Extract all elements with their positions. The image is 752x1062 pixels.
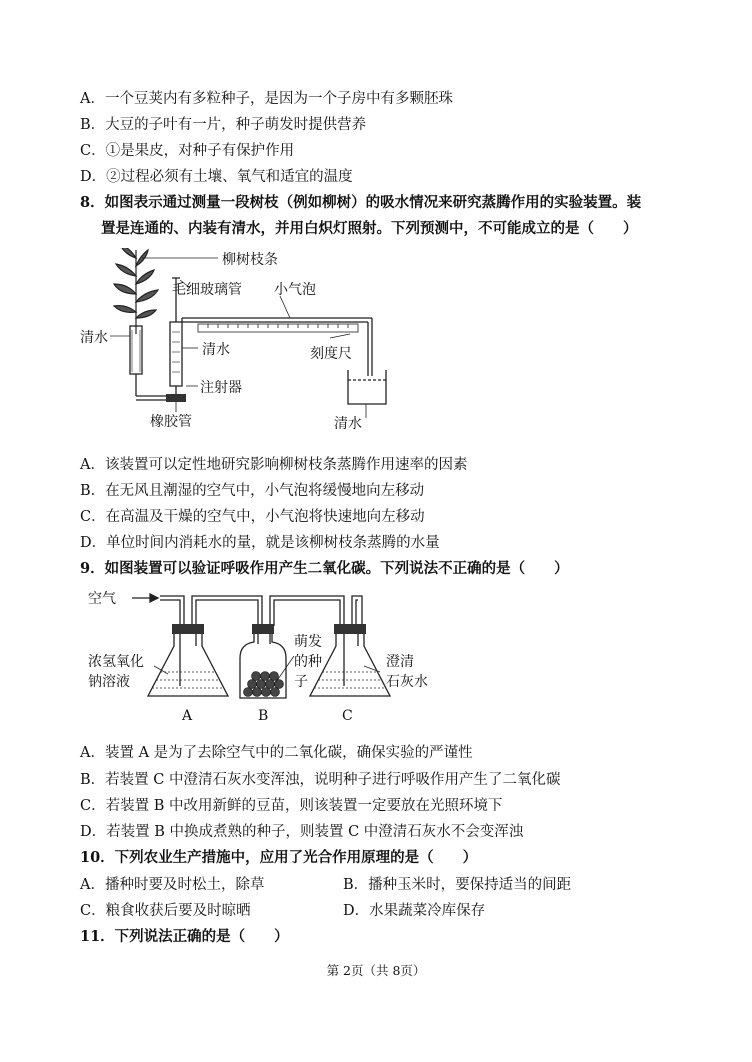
- label-lime-line1: 澄清: [386, 654, 414, 670]
- flask-c-drawing: [310, 632, 390, 696]
- label-device-b: B: [258, 708, 269, 724]
- q8-transpiration-apparatus: [80, 248, 400, 440]
- label-water-beaker: 清水: [334, 416, 362, 432]
- q10-option-d: D．水果蔬菜冷库保存: [343, 903, 486, 919]
- q10-stem: 10．下列农业生产措施中，应用了光合作用原理的是（ ）: [80, 849, 478, 866]
- beaker-drawing: [348, 370, 386, 404]
- q8-stem-line1: 8．如图表示通过测量一段树枝（例如柳树）的吸水情况来研究蒸腾作用的实验装置。装: [80, 194, 642, 211]
- q9-option-d: D．若装置 B 中换成煮熟的种子，则装置 C 中澄清石灰水不会变浑浊: [80, 824, 524, 840]
- q8-option-d: D．单位时间内消耗水的量，就是该柳树枝条蒸腾的水量: [80, 535, 440, 551]
- q8-stem-line2: 置是连通的、内装有清水，并用白炽灯照射。下列预测中，不可能成立的是（ ）: [101, 220, 638, 237]
- q7-option-d: D．②过程必须有土壤、氧气和适宜的温度: [80, 169, 353, 185]
- q7-option-b: B．大豆的子叶有一片，种子萌发时提供营养: [80, 117, 367, 133]
- label-seeds-1: 萌发: [294, 634, 322, 650]
- branch-tube: [130, 326, 170, 400]
- page-footer: 第 2页（共 8页）: [326, 963, 426, 978]
- q7-option-a: A．一个豆荚内有多粒种子，是因为一个子房中有多颗胚珠: [80, 91, 453, 107]
- q11-stem: 11．下列说法正确的是（ ）: [80, 928, 289, 945]
- willow-branch-drawing: [114, 248, 158, 334]
- label-water-mid: 清水: [202, 342, 230, 358]
- label-ruler: 刻度尺: [310, 346, 352, 362]
- flask-a-drawing: [148, 632, 228, 696]
- q10-option-c: C．粮食收获后要及时晾晒: [80, 903, 251, 919]
- q8-option-b: B．在无风且潮湿的空气中，小气泡将缓慢地向左移动: [80, 483, 425, 499]
- label-seeds-3: 子: [294, 674, 308, 690]
- label-device-a: A: [182, 708, 193, 724]
- label-water-left: 清水: [80, 330, 108, 346]
- label-device-c: C: [342, 708, 353, 724]
- label-capillary-tube: 毛细玻璃管: [172, 282, 242, 298]
- label-naoh-line1: 浓氢氧化: [88, 654, 144, 670]
- label-air: 空气: [88, 591, 116, 607]
- rubber-tube-drawing: [166, 394, 186, 402]
- q8-option-a: A．该装置可以定性地研究影响柳树枝条蒸腾作用速率的因素: [80, 457, 468, 473]
- q10-option-a: A．播种时要及时松土，除草: [80, 877, 265, 893]
- q8-option-c: C．在高温及干燥的空气中，小气泡将快速地向左移动: [80, 509, 425, 525]
- label-syringe: 注射器: [200, 380, 242, 396]
- ruler-drawing: [198, 324, 358, 332]
- q10-option-b: B．播种玉米时，要保持适当的间距: [343, 877, 572, 893]
- q9-option-c: C．若装置 B 中改用新鲜的豆苗，则该装置一定要放在光照环境下: [80, 798, 503, 814]
- label-small-bubble: 小气泡: [274, 282, 316, 298]
- label-willow-branch: 柳树枝条: [222, 252, 278, 268]
- q9-option-b: B．若装置 C 中澄清石灰水变浑浊，说明种子进行呼吸作用产生了二氧化碳: [80, 772, 561, 788]
- q9-stem: 9．如图装置可以验证呼吸作用产生二氧化碳。下列说法不正确的是（ ）: [80, 560, 569, 577]
- germinating-seeds-drawing: [244, 672, 284, 697]
- q9-option-a: A．装置 A 是为了去除空气中的二氧化碳，确保实验的严谨性: [80, 745, 473, 761]
- label-naoh-line2: 钠溶液: [88, 674, 130, 690]
- label-lime-line2: 石灰水: [386, 674, 428, 690]
- q7-option-c: C．①是果皮，对种子有保护作用: [80, 143, 295, 159]
- q9-respiration-apparatus: [88, 586, 448, 728]
- label-rubber-tube: 橡胶管: [150, 414, 192, 430]
- label-seeds-2: 的种: [294, 654, 322, 670]
